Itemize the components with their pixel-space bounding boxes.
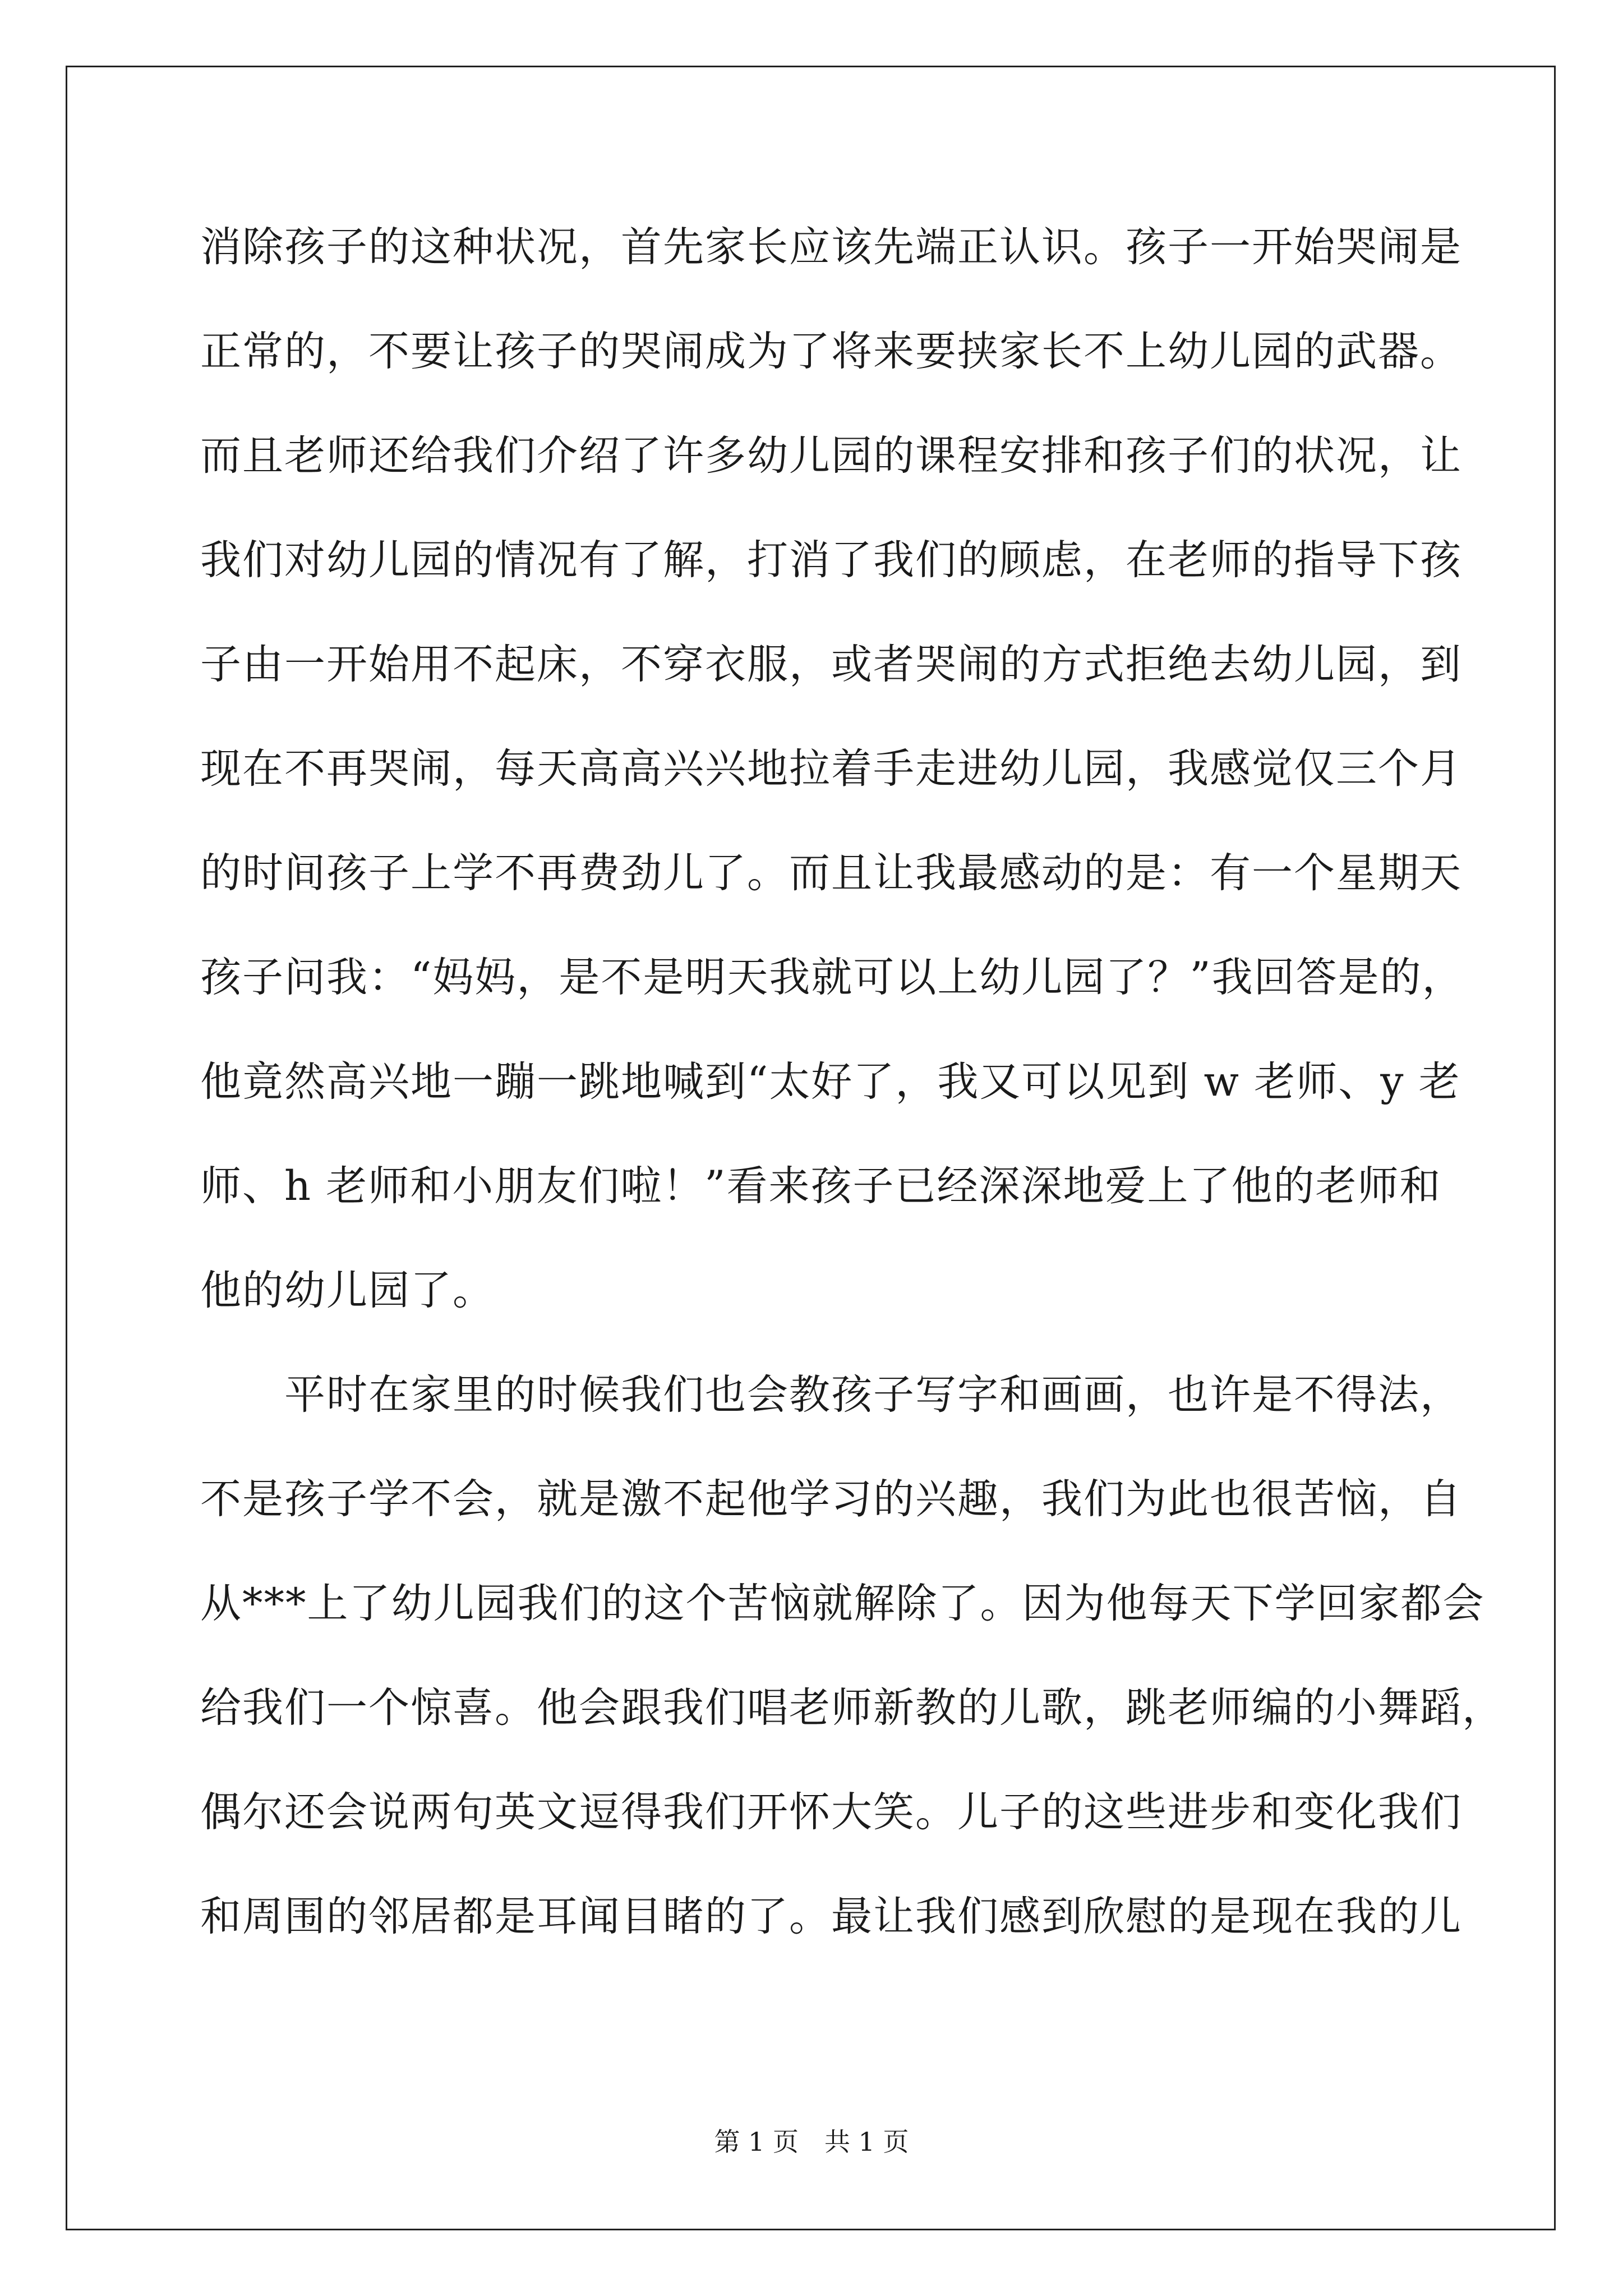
text-line-3: 而且老师还给我们介绍了许多幼儿园的课程安排和孩子们的状况，让 bbox=[200, 432, 1462, 480]
text-line-4: 我们对幼儿园的情况有了解，打消了我们的顾虑，在老师的指导下孩 bbox=[200, 536, 1462, 584]
page-footer: 第 1 页 共 1 页 bbox=[714, 2127, 909, 2157]
text-line-15: 给我们一个惊喜。他会跟我们唱老师新教的儿歌，跳老师编的小舞蹈， bbox=[200, 1684, 1504, 1732]
text-line-7: 的时间孩子上学不再费劲儿了。而且让我最感动的是：有一个星期天 bbox=[200, 849, 1462, 897]
text-line-16: 偶尔还会说两句英文逗得我们开怀大笑。儿子的这些进步和变化我们 bbox=[200, 1788, 1462, 1836]
text-line-17: 和周围的邻居都是耳闻目睹的了。最让我们感到欣慰的是现在我的儿 bbox=[200, 1893, 1462, 1940]
text-line-2: 正常的，不要让孩子的哭闹成为了将来要挟家长不上幼儿园的武器。 bbox=[200, 328, 1462, 375]
text-line-10: 师、h 老师和小朋友们啦！”看来孩子已经深深地爱上了他的老师和 bbox=[200, 1162, 1442, 1210]
text-line-11: 他的幼儿园了。 bbox=[200, 1267, 495, 1314]
text-line-9: 他竟然高兴地一蹦一跳地喊到“太好了，我又可以见到 w 老师、y 老 bbox=[200, 1058, 1461, 1106]
text-line-6: 现在不再哭闹，每天高高兴兴地拉着手走进幼儿园，我感觉仅三个月 bbox=[200, 745, 1462, 793]
text-line-14: 从***上了幼儿园我们的这个苦恼就解除了。因为他每天下学回家都会 bbox=[200, 1580, 1485, 1627]
text-line-1: 消除孩子的这种状况，首先家长应该先端正认识。孩子一开始哭闹是 bbox=[200, 223, 1462, 271]
text-line-13: 不是孩子学不会，就是激不起他学习的兴趣，我们为此也很苦恼，自 bbox=[200, 1475, 1462, 1523]
text-line-5: 子由一开始用不起床，不穿衣服，或者哭闹的方式拒绝去幼儿园，到 bbox=[200, 641, 1462, 688]
text-line-12: 平时在家里的时候我们也会教孩子写字和画画，也许是不得法， bbox=[200, 1371, 1462, 1419]
text-line-8: 孩子问我：“妈妈，是不是明天我就可以上幼儿园了？”我回答是的， bbox=[200, 954, 1464, 1001]
